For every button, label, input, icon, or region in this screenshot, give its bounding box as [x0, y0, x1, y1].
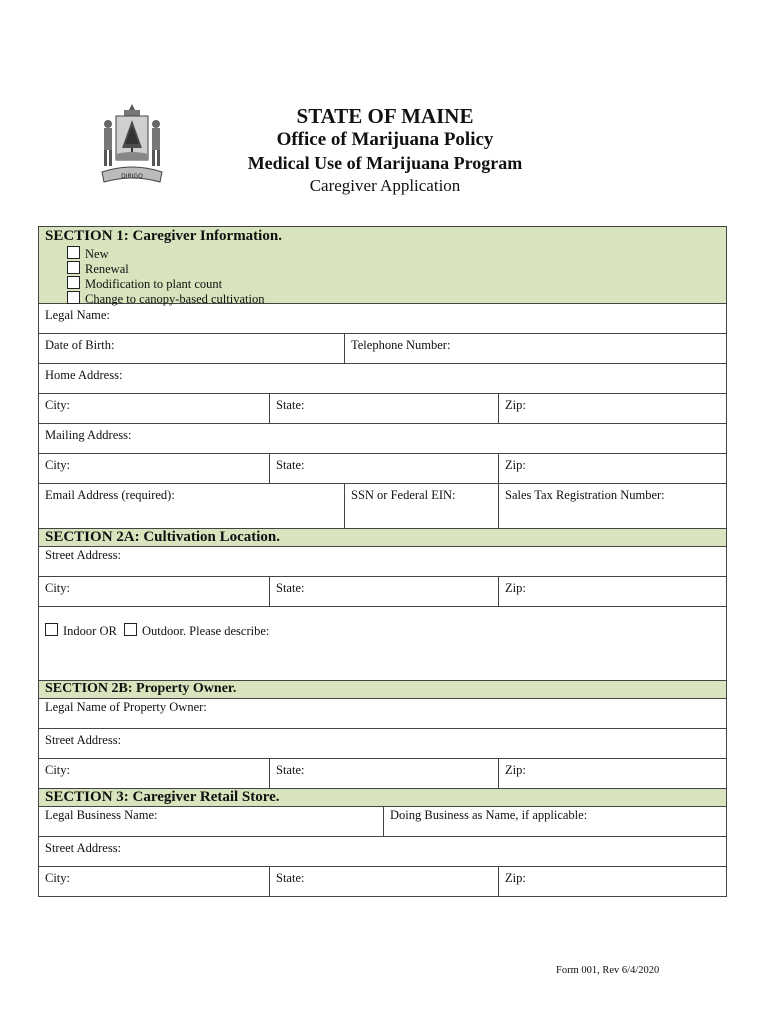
home-zip-field[interactable]: Zip: — [498, 394, 726, 423]
cultivation-street-field[interactable]: Street Address: — [39, 547, 726, 577]
property-street-field[interactable]: Street Address: — [39, 729, 726, 759]
sales-tax-field[interactable]: Sales Tax Registration Number: — [498, 484, 726, 528]
checkbox[interactable] — [67, 276, 80, 289]
store-zip-field[interactable]: Zip: — [498, 867, 726, 897]
section2b-header — [39, 681, 726, 699]
checkbox[interactable] — [67, 261, 80, 274]
property-city-field[interactable]: City: — [45, 763, 71, 777]
mailing-state-field[interactable]: State: — [269, 454, 498, 483]
section3-header — [39, 789, 726, 807]
email-field[interactable]: Email Address (required): — [45, 488, 175, 502]
outdoor-checkbox[interactable] — [124, 623, 137, 636]
property-state-field[interactable]: State: — [269, 759, 498, 788]
application-type-options — [67, 246, 264, 306]
section1-header — [39, 227, 726, 304]
store-street-field[interactable]: Street Address: — [39, 837, 726, 867]
dba-field[interactable]: Doing Business as Name, if applicable: — [383, 807, 726, 836]
header-state: STATE OF MAINE — [296, 104, 474, 128]
home-city-field[interactable]: City: — [45, 398, 71, 412]
option-new[interactable]: New — [67, 246, 264, 261]
telephone-field[interactable]: Telephone Number: — [344, 334, 726, 363]
section2a-header — [39, 529, 726, 547]
home-address-field[interactable]: Home Address: — [39, 364, 726, 394]
state-seal — [96, 102, 168, 188]
svg-text:DIRIGO: DIRIGO — [121, 173, 143, 180]
form-title: Caregiver Application — [309, 176, 461, 195]
indoor-label: Indoor OR — [63, 624, 117, 638]
checkbox[interactable] — [67, 291, 80, 304]
option-canopy[interactable]: Change to canopy-based cultivation — [67, 291, 264, 306]
section2b-title: SECTION 2B: Property Owner. — [45, 681, 237, 696]
outdoor-label: Outdoor. Please describe: — [141, 624, 270, 638]
mailing-address-field[interactable]: Mailing Address: — [39, 424, 726, 454]
header-program: Medical Use of Marijuana Program — [247, 153, 523, 173]
dob-field[interactable]: Date of Birth: — [45, 338, 115, 352]
legal-name-field[interactable]: Legal Name: — [39, 304, 726, 334]
cultivation-zip-field[interactable]: Zip: — [498, 577, 726, 606]
ssn-ein-field[interactable]: SSN or Federal EIN: — [344, 484, 498, 528]
application-form — [38, 226, 727, 897]
store-city-field[interactable]: City: — [45, 871, 71, 885]
option-renewal[interactable]: Renewal — [67, 261, 264, 276]
business-name-field[interactable]: Legal Business Name: — [45, 808, 158, 822]
home-state-field[interactable]: State: — [269, 394, 498, 423]
section3-title: SECTION 3: Caregiver Retail Store. — [45, 789, 280, 805]
store-state-field[interactable]: State: — [269, 867, 498, 897]
header-office: Office of Marijuana Policy — [276, 129, 494, 150]
mailing-zip-field[interactable]: Zip: — [498, 454, 726, 483]
indoor-checkbox[interactable] — [45, 623, 58, 636]
cultivation-city-field[interactable]: City: — [45, 581, 71, 595]
property-owner-name-field[interactable]: Legal Name of Property Owner: — [39, 699, 726, 729]
section2a-title: SECTION 2A: Cultivation Location. — [45, 529, 281, 545]
cultivation-description-field[interactable] — [39, 607, 726, 681]
mailing-city-field[interactable]: City: — [45, 458, 71, 472]
property-zip-field[interactable]: Zip: — [498, 759, 726, 788]
section1-title: SECTION 1: Caregiver Information. — [45, 228, 282, 244]
cultivation-state-field[interactable]: State: — [269, 577, 498, 606]
option-modification[interactable]: Modification to plant count — [67, 276, 264, 291]
checkbox[interactable] — [67, 246, 80, 259]
form-number: Form 001, Rev 6/4/2020 — [556, 965, 660, 976]
